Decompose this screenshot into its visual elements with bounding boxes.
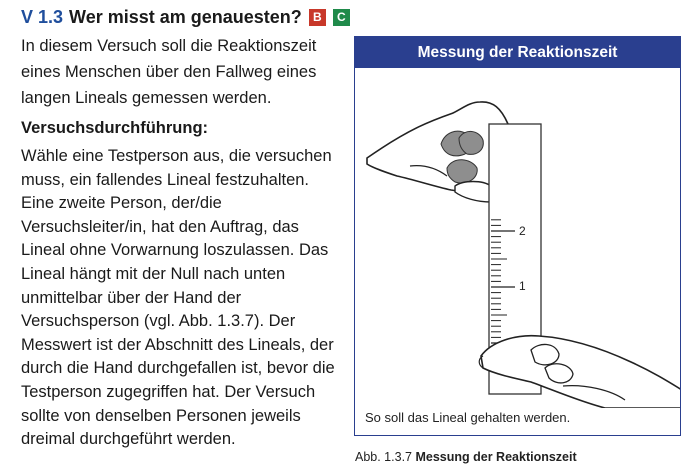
level-badge-c: C — [333, 9, 350, 26]
figure-box — [354, 36, 681, 436]
procedure-paragraph: Wähle eine Testperson aus, die versuchen muss, ein fallendes Lineal festzuhalten. Eine zweite Person, der/die Versuchsleiter/in, hat den Auftrag, das Lineal ohne Vorwarnung loszulassen. Das Lineal hängt mit der Null nach unten unmittelbar über der Hand der Versuchsperson (vgl. Abb. 1.3.7). Der Messwert ist der Abschnitt des Lineals, der durch die Hand durchgefallen ist, bevor die Testperson zugegriffen hat. Der Versuch sollte von denselben Personen jeweils dreimal durchgeführt werden. — [21, 147, 335, 449]
ruler-label-2: 2 — [519, 224, 526, 238]
figure-caption-title: Messung der Reaktionszeit — [415, 450, 577, 464]
figure-inner-caption: So soll das Lineal gehalten werden. — [365, 410, 571, 425]
procedure-heading: Versuchsdurchführung: — [21, 119, 209, 137]
upper-hand-illustration — [367, 102, 508, 202]
ruler-label-1: 1 — [519, 279, 526, 293]
figure-title: Messung der Reaktionszeit — [355, 37, 680, 68]
experiment-number: V 1.3 — [21, 6, 64, 27]
experiment-title: Wer misst am genauesten? — [69, 6, 302, 27]
intro-paragraph: In diesem Versuch soll die Reaktionszeit eines Menschen über den Fallweg eines langen Lineals gemessen werden. — [21, 37, 317, 107]
lower-hand-illustration — [479, 336, 681, 408]
figure-caption — [355, 450, 577, 464]
figure-caption-number: Abb. 1.3.7 — [355, 450, 412, 464]
level-badge-b: B — [309, 9, 326, 26]
experiment-heading — [21, 6, 350, 28]
ruler-illustration — [355, 68, 681, 408]
